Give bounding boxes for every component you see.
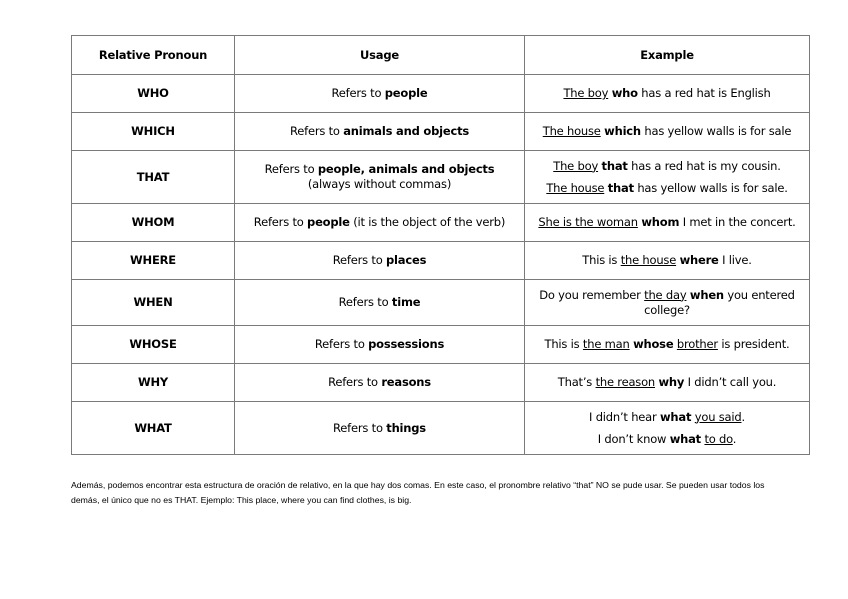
- text-run: This is: [544, 337, 583, 351]
- note-example: This place, where you can find clothes, is big.: [236, 495, 412, 505]
- table-row: [72, 326, 810, 364]
- usage-cell: [235, 280, 525, 326]
- text-run: is president.: [717, 337, 790, 351]
- underlined-phrase: the man: [582, 337, 630, 351]
- text-run: Refers to: [253, 215, 308, 229]
- example-cell: [525, 151, 810, 204]
- text-run: (it is the object of the verb): [349, 215, 506, 229]
- table-row: [72, 204, 810, 242]
- text-run: Refers to: [264, 162, 318, 176]
- pronoun-cell: WHY: [72, 364, 235, 402]
- underlined-phrase: the house: [620, 253, 677, 267]
- text-run: has yellow walls is for sale.: [633, 180, 788, 195]
- text-run: Refers to: [338, 295, 392, 309]
- table-row: [72, 242, 810, 280]
- usage-cell: [235, 402, 525, 455]
- usage-cell: [235, 151, 525, 204]
- text-run: Refers to: [314, 337, 369, 351]
- usage-cell: [235, 204, 525, 242]
- text-run: I didn’t call you.: [684, 375, 777, 389]
- example-sentence: [533, 86, 801, 101]
- relative-pronoun-highlight: that: [601, 158, 628, 173]
- relative-pronoun-highlight: people: [307, 215, 350, 229]
- example-sentence: [533, 181, 801, 196]
- relative-pronoun-highlight: when: [689, 287, 724, 302]
- text-run: I don’t know: [597, 431, 670, 446]
- example-sentence: [533, 432, 801, 447]
- pronoun-cell: WHEN: [72, 280, 235, 326]
- pronoun-cell: WHAT: [72, 402, 235, 455]
- underlined-phrase: She is the woman: [538, 215, 638, 229]
- example-sentence: [533, 215, 801, 230]
- relative-pronoun-highlight: people, animals and objects: [317, 162, 495, 176]
- text-run: (always without commas): [307, 177, 452, 191]
- underlined-phrase: to do: [704, 431, 733, 446]
- underlined-phrase: you said: [694, 409, 742, 424]
- footnote-paragraph: [71, 478, 791, 508]
- table-body: [72, 75, 810, 455]
- underlined-phrase: the day: [644, 287, 687, 302]
- example-cell: [525, 280, 810, 326]
- example-sentence: [533, 375, 801, 390]
- text-run: That’s: [557, 375, 596, 389]
- text-run: I live.: [718, 253, 752, 267]
- usage-cell: [235, 113, 525, 151]
- text-run: Do you remember: [539, 287, 645, 302]
- underlined-phrase: The house: [546, 180, 605, 195]
- text-run: has yellow walls is for sale: [640, 124, 792, 138]
- text-run: This is: [582, 253, 621, 267]
- text-run: Refers to: [331, 86, 385, 100]
- text-run: has a red hat is English: [637, 86, 771, 100]
- pronoun-cell: WHO: [72, 75, 235, 113]
- text-run: has a red hat is my cousin.: [627, 158, 781, 173]
- table-row: [72, 402, 810, 455]
- relative-pronoun-highlight: which: [604, 124, 641, 138]
- relative-pronoun-highlight: reasons: [381, 375, 431, 389]
- relative-pronoun-highlight: what: [669, 431, 701, 446]
- relative-pronouns-table: [71, 35, 810, 455]
- text-run: I met in the concert.: [679, 215, 796, 229]
- relative-pronoun-highlight: whom: [641, 215, 680, 229]
- example-cell: [525, 364, 810, 402]
- text-run: you entered college?: [644, 287, 795, 317]
- relative-pronoun-highlight: possessions: [368, 337, 445, 351]
- relative-pronoun-highlight: people: [384, 86, 428, 100]
- underlined-phrase: The house: [542, 124, 601, 138]
- example-cell: [525, 326, 810, 364]
- relative-pronoun-highlight: what: [660, 409, 692, 424]
- example-cell: [525, 402, 810, 455]
- example-sentence: [533, 337, 801, 352]
- relative-pronoun-highlight: animals and objects: [343, 124, 470, 138]
- text-run: Refers to: [328, 375, 382, 389]
- text-run: Refers to: [289, 124, 344, 138]
- example-cell: [525, 75, 810, 113]
- relative-pronoun-highlight: where: [679, 253, 719, 267]
- text-run: .: [732, 431, 737, 446]
- relative-pronoun-highlight: whose: [633, 337, 674, 351]
- relative-pronoun-highlight: places: [386, 253, 427, 267]
- pronoun-cell: WHOSE: [72, 326, 235, 364]
- relative-pronoun-highlight: time: [391, 295, 421, 309]
- table-row: [72, 280, 810, 326]
- header-usage: Usage: [235, 36, 525, 75]
- pronoun-cell: WHERE: [72, 242, 235, 280]
- pronoun-cell: THAT: [72, 151, 235, 204]
- example-sentence: [533, 253, 801, 268]
- example-cell: [525, 242, 810, 280]
- example-sentence: [533, 410, 801, 425]
- text-run: I didn’t hear: [589, 409, 660, 424]
- header-example: Example: [525, 36, 810, 75]
- example-sentence: [533, 159, 801, 174]
- pronoun-cell: WHOM: [72, 204, 235, 242]
- relative-pronoun-highlight: who: [611, 86, 638, 100]
- example-cell: [525, 113, 810, 151]
- text-run: .: [741, 409, 745, 424]
- relative-pronoun-highlight: that: [607, 180, 634, 195]
- example-cell: [525, 204, 810, 242]
- underlined-phrase: the reason: [595, 375, 656, 389]
- usage-cell: [235, 364, 525, 402]
- table-row: [72, 75, 810, 113]
- example-sentence: [533, 124, 801, 139]
- example-sentence: [533, 288, 801, 318]
- pronoun-cell: WHICH: [72, 113, 235, 151]
- table-row: [72, 113, 810, 151]
- usage-cell: [235, 326, 525, 364]
- usage-cell: [235, 242, 525, 280]
- table-row: [72, 151, 810, 204]
- underlined-phrase: brother: [676, 337, 718, 351]
- underlined-phrase: The boy: [563, 86, 609, 100]
- note-text: Además, podemos encontrar esta estructura de oración de relativo, en la que hay dos comas. En este caso, el pronombre relativo “that” NO se pude usar. Se pueden usar todos los demás, el único que no es THAT. Ejemplo:: [71, 480, 765, 505]
- text-run: Refers to: [332, 253, 387, 267]
- text-run: Refers to: [333, 420, 387, 435]
- table-row: [72, 364, 810, 402]
- underlined-phrase: The boy: [553, 158, 599, 173]
- usage-cell: [235, 75, 525, 113]
- header-relative-pronoun: Relative Pronoun: [72, 36, 235, 75]
- relative-pronoun-highlight: why: [658, 375, 685, 389]
- relative-pronoun-highlight: things: [386, 420, 426, 435]
- table-header-row: [72, 36, 810, 75]
